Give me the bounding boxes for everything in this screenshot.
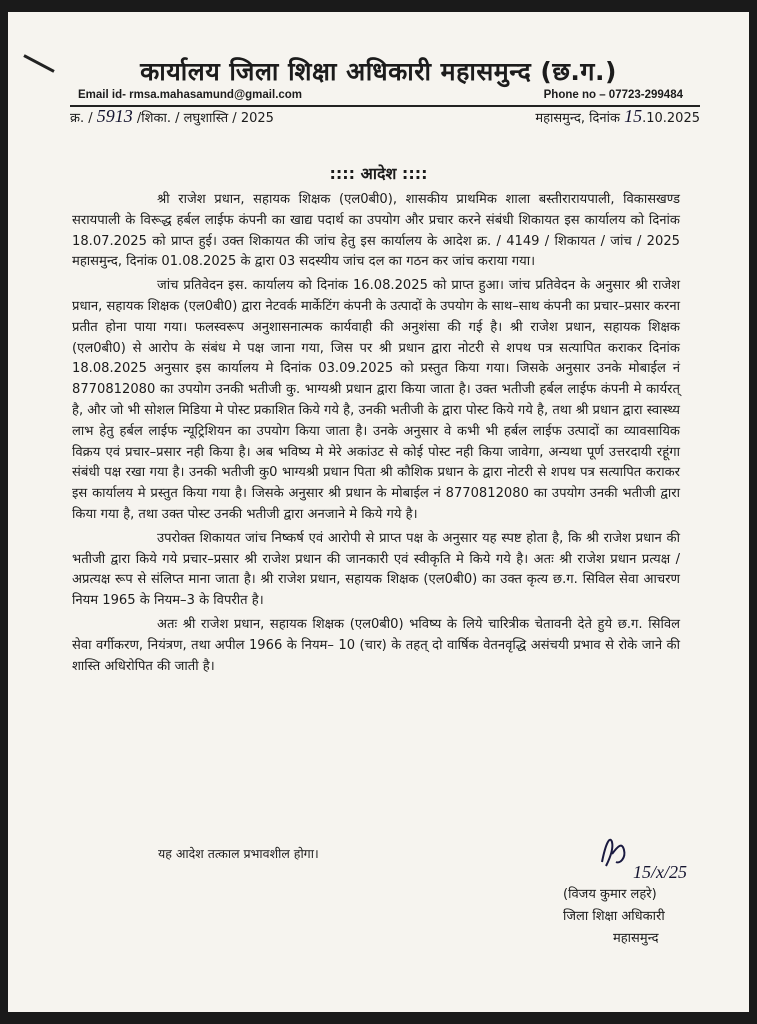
place-date-prefix: महासमुन्द, दिनांक <box>535 111 620 126</box>
office-phone: Phone no – 07723-299484 <box>543 89 683 101</box>
paragraph-investigation: जांच प्रतिवेदन इस. कार्यालय को दिनांक 16.08.2025 को प्राप्त हुआ। जांच प्रतिवेदन के अनुसार श्री राजेश प्रधान, सहायक शिक्षक (एल0बी0) द्वारा नेटवर्क मार्केटिंग कंपनी के उत्पादों के उपयोग के साथ–साथ कंपनी का प्रचार–प्रसार करना प्रतीत होना पाया गया। फलस्वरूप अनुशासनात्मक कार्यवाही की अनुशंसा की गई है। श्री राजेश प्रधान, सहायक शिक्षक (एल0बी0) से आरोप के संबंध मे पक्ष जाना गया, जिस पर श्री प्रधान द्वारा नोटरी से शपथ पत्र सत्यापित कराकर दिनांक 18.08.2025 अनुसार इस कार्यालय मे दिनांक 03.09.2025 को प्रस्तुत किया गया। जिसके अनुसार उनके मोबाईल नं 8770812080 का उपयोग उनकी भतीजी कु. भाग्यश्री प्रधान द्वारा किया जाता है। उक्त भतीजी हर्बल लाईफ कंपनी मे कार्यरत् है, और जो भी सोशल मिडिया मे पोस्ट प्रकाशित किये गये है, उनकी भतीजी के द्वारा पोस्ट किये गये है, तथा श्री प्रधान द्वारा स्वास्थ्य लाभ हेतु हर्बल लाईफ न्यूट्रिशियन का उपयोग किया जाता है। उनके अनुसार वे कभी भी हर्बल लाईफ उत्पादों का व्यावसायिक विक्रय एवं प्रचार–प्रसार नही किया है। अब भविष्य मे मेरे अकांउट से कोई पोस्ट नही किया जावेगा, अन्यथा पूर्ण उत्तरदायी रहूंगा संबंधी पक्ष रखा गया है। उनकी भतीजी कु0 भाग्यश्री प्रधान पिता श्री कौशिक प्रधान के द्वारा नोटरी से शपथ पत्र सत्यापित कराकर इस कार्यालय मे प्रस्तुत किया गया है। जिसके अनुसार श्री प्रधान के मोबाईल नं 8770812080 का उपयोग उनकी भतीजी द्वारा किया गया है, तथा उक्त पोस्ट उनकी भतीजी द्वारा अनजाने मे किये गये है। <box>72 278 680 522</box>
date-day-handwritten: 15 <box>624 106 643 126</box>
order-body <box>72 190 680 680</box>
signature-date: 15/x/25 <box>633 862 687 882</box>
ref-number-handwritten: 5913 <box>96 106 133 126</box>
ref-suffix: /शिका. / लघुशास्ति / 2025 <box>136 111 274 126</box>
ref-prefix: क्र. / <box>70 111 93 126</box>
reference-row <box>70 106 700 127</box>
order-document <box>8 12 749 1012</box>
date-suffix: .10.2025 <box>642 111 700 126</box>
order-heading: :::: आदेश :::: <box>329 164 428 183</box>
signatory-block <box>563 884 665 950</box>
signatory-name: (विजय कुमार लहरे) <box>563 887 657 902</box>
closing-line: यह आदेश तत्काल प्रभावशील होगा। <box>158 846 319 861</box>
paragraph-finding: उपरोक्त शिकायत जांच निष्कर्ष एवं आरोपी से प्राप्त पक्ष के अनुसार यह स्पष्ट होता है, कि श्री राजेश प्रधान की भतीजी द्वारा किये गये प्रचार–प्रसार श्री राजेश प्रधान की जानकारी एवं स्वीकृति मे किये गये है। अतः श्री राजेश प्रधान प्रत्यक्ष / अप्रत्यक्ष रूप से संलिप्त माना जाता है। श्री राजेश प्रधान, सहायक शिक्षक (एल0बी0) का उक्त कृत्य छ.ग. सिविल सेवा आचरण नियम 1965 के नियम–3 के विपरीत है। <box>72 530 680 609</box>
paragraph-complaint: श्री राजेश प्रधान, सहायक शिक्षक (एल0बी0), शासकीय प्राथमिक शाला बस्तीरारायपाली, विकासखण्ड सरायपाली के विरूद्ध हर्बल लाईफ कंपनी का खाद्य पदार्थ का उपयोग और प्रचार करने संबंधी शिकायत इस कार्यालय को दिनांक 18.07.2025 को प्राप्त हुई। उक्त शिकायत की जांच हेतु इस कार्यालय के आदेश क्र. / 4149 / शिकायत / जांच / 2025 महासमुन्द, दिनांक 01.08.2025 के द्वारा 03 सदस्यीय जांच दल का गठन कर जांच कराया गया। <box>72 192 680 270</box>
signatory-designation: जिला शिक्षा अधिकारी <box>563 909 665 924</box>
paragraph-penalty: अतः श्री राजेश प्रधान, सहायक शिक्षक (एल0बी0) भविष्य के लिये चारित्रीक चेतावनी देते हुये छ.ग. सिविल सेवा वर्गीकरण, नियंत्रण, तथा अपील 1966 के नियम– 10 (चार) के तहत् दो वार्षिक वेतनवृद्धि असंचयी प्रभाव से रोके जाने की शास्ति अधिरोपित की जाती है। <box>72 616 680 674</box>
office-title: कार्यालय जिला शिक्षा अधिकारी महासमुन्द (छ.ग.) <box>140 57 617 86</box>
reference-number-line <box>70 106 274 127</box>
signature-mark <box>596 832 636 870</box>
office-email: Email id- rmsa.mahasamund@gmail.com <box>78 89 303 101</box>
contact-row <box>78 89 683 101</box>
signatory-place: महासमुन्द <box>613 931 659 946</box>
place-date-line <box>535 106 700 127</box>
